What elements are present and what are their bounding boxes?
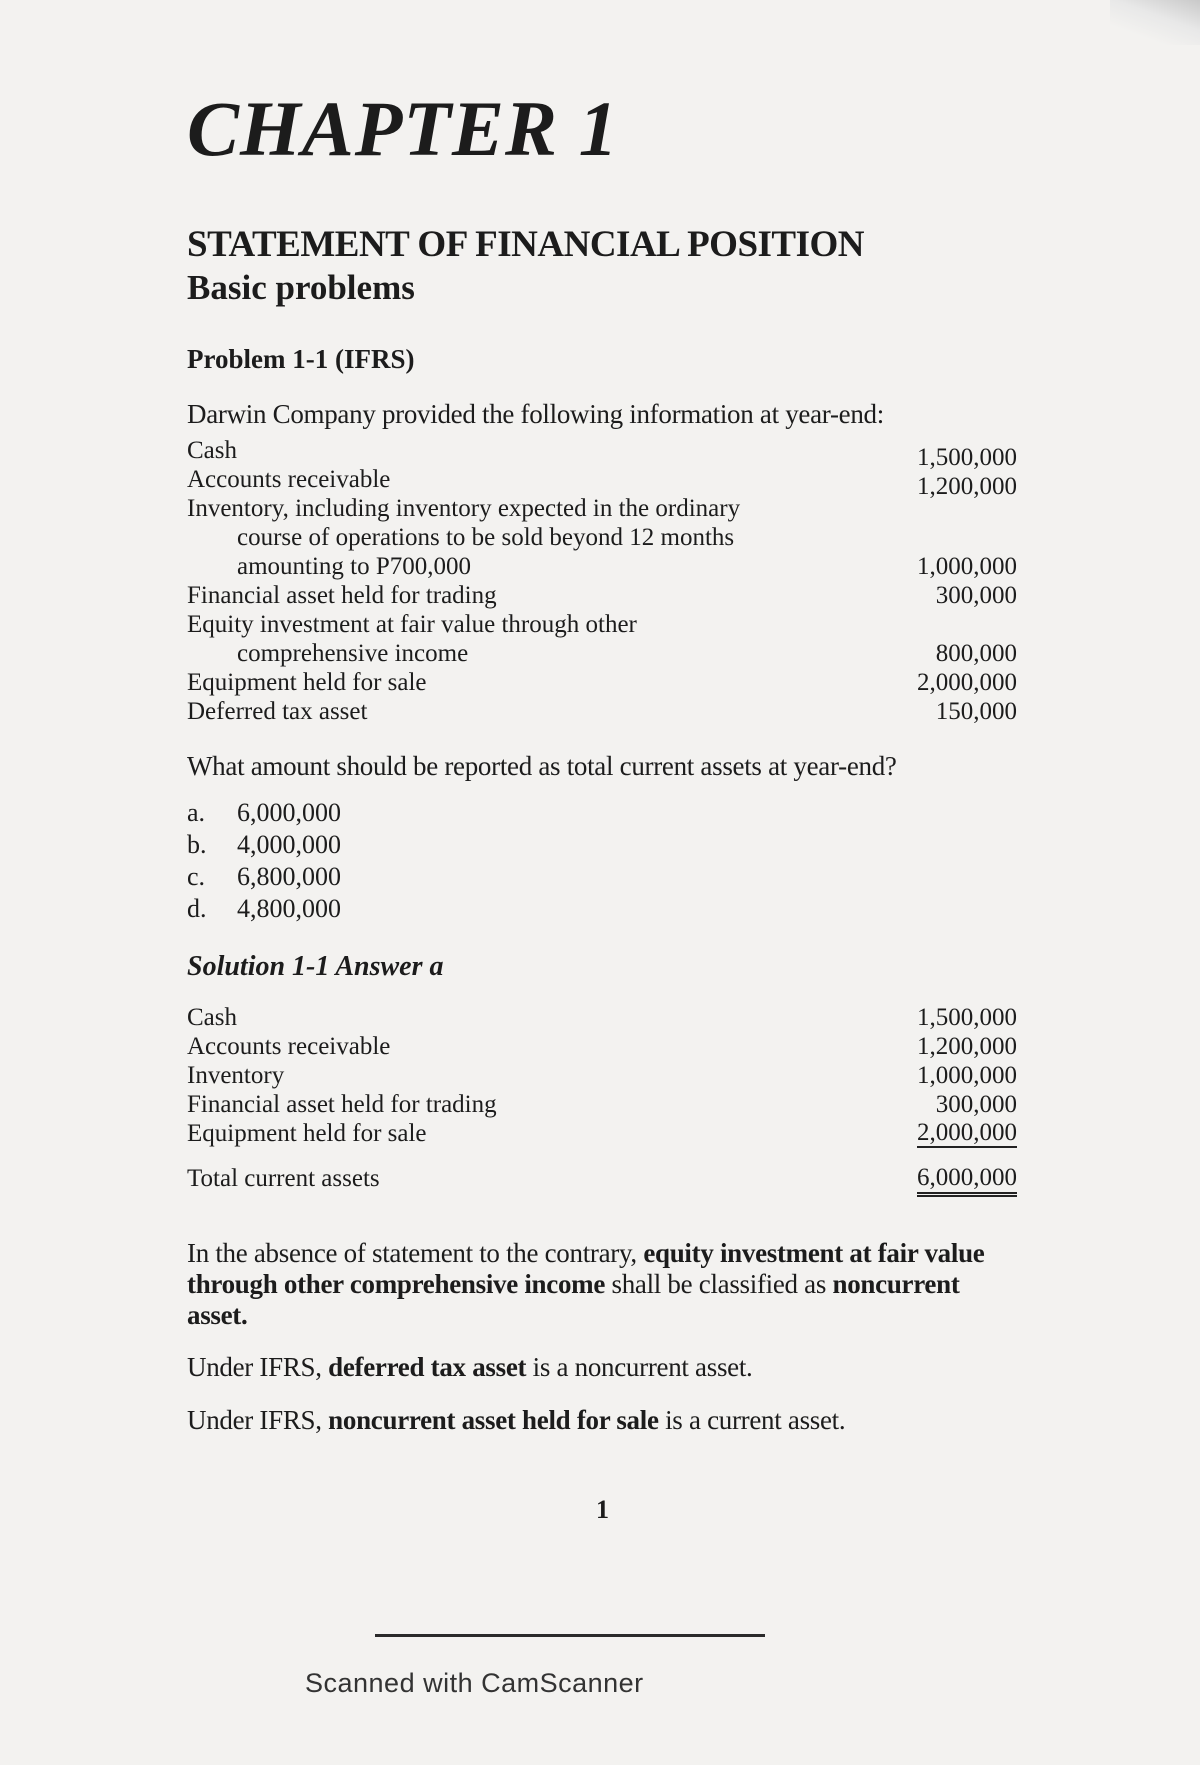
item-row — [187, 697, 1017, 726]
choice-value: 4,000,000 — [237, 830, 341, 859]
item-amount: 1,500,000 — [917, 444, 1017, 471]
item-row — [187, 581, 1017, 610]
solution-note-equity — [187, 1238, 1017, 1331]
solution-row — [187, 1061, 1017, 1090]
solution-note-deferred-tax — [187, 1352, 1017, 1383]
item-amount: 2,000,000 — [917, 669, 1017, 696]
section-title: STATEMENT OF FINANCIAL POSITION — [187, 224, 865, 265]
item-row — [187, 610, 1017, 668]
choice-value: 4,800,000 — [237, 894, 341, 923]
choice-value: 6,000,000 — [237, 798, 341, 827]
item-label: Equity investment at fair value through other — [187, 611, 637, 638]
solution-row — [187, 1090, 1017, 1119]
solution-row — [187, 1003, 1017, 1032]
item-amount: 1,000,000 — [917, 553, 1017, 580]
chapter-title: CHAPTER 1 — [187, 85, 619, 172]
solution-amount: 1,000,000 — [917, 1062, 1017, 1089]
scanner-watermark: Scanned with CamScanner — [305, 1668, 644, 1698]
solution-note-held-for-sale — [187, 1405, 1017, 1436]
problem-title: Problem 1-1 (IFRS) — [187, 344, 415, 374]
item-label: Equipment held for sale — [187, 669, 427, 696]
choice-letter: a. — [187, 798, 206, 827]
choice-item — [187, 861, 341, 893]
page-corner-shadow — [1110, 0, 1200, 45]
problem-items-table — [187, 436, 1017, 726]
solution-total-row — [187, 1164, 1017, 1194]
item-label-continued: comprehensive income — [237, 640, 469, 667]
item-label: Financial asset held for trading — [187, 582, 497, 609]
item-row — [187, 436, 1017, 471]
item-row — [187, 465, 1017, 500]
item-label: Deferred tax asset — [187, 698, 368, 725]
scan-divider — [375, 1634, 765, 1637]
note-text: Under IFRS, — [187, 1405, 329, 1435]
choice-letter: c. — [187, 862, 206, 891]
choice-letter: d. — [187, 894, 207, 923]
note-emphasis: noncurrent asset. — [187, 1269, 960, 1330]
solution-label: Financial asset held for trading — [187, 1091, 497, 1118]
note-text: Under IFRS, — [187, 1352, 329, 1382]
note-text: is a current asset. — [658, 1405, 846, 1435]
solution-amount: 1,500,000 — [917, 1004, 1017, 1031]
item-amount: 300,000 — [935, 582, 1017, 609]
item-label-continued: course of operations to be sold beyond 12 months — [237, 524, 735, 551]
note-text: is a noncurrent asset. — [526, 1352, 753, 1382]
note-emphasis: noncurrent asset held for sale — [328, 1405, 659, 1435]
problem-question: What amount should be reported as total current assets at year-end? — [187, 751, 897, 781]
answer-choices — [187, 797, 341, 925]
item-amount: 1,200,000 — [917, 473, 1017, 500]
section-subtitle: Basic problems — [187, 268, 415, 307]
solution-label: Accounts receivable — [187, 1033, 391, 1060]
choice-letter: b. — [187, 830, 207, 859]
solution-table — [187, 1003, 1017, 1194]
note-text: shall be classified as — [605, 1269, 833, 1299]
solution-amount: 1,200,000 — [917, 1033, 1017, 1060]
solution-row — [187, 1119, 1017, 1148]
item-amount: 150,000 — [935, 698, 1017, 725]
page-number: 1 — [596, 1495, 609, 1524]
item-label: Accounts receivable — [187, 466, 391, 493]
solution-label: Inventory — [187, 1062, 285, 1089]
solution-total-label: Total current assets — [187, 1165, 380, 1192]
item-label: Cash — [187, 437, 237, 464]
solution-amount: 300,000 — [935, 1091, 1017, 1118]
choice-item — [187, 829, 341, 861]
note-emphasis: equity investment at fair value through other comprehensive income — [187, 1238, 985, 1299]
choice-value: 6,800,000 — [237, 862, 341, 891]
item-amount: 800,000 — [935, 640, 1017, 667]
choice-item — [187, 797, 341, 829]
solution-label: Equipment held for sale — [187, 1120, 427, 1147]
item-label: Inventory, including inventory expected in the ordinary — [187, 495, 741, 522]
solution-amount: 2,000,000 — [917, 1119, 1017, 1146]
note-text: In the absence of statement to the contrary, — [187, 1238, 644, 1268]
solution-label: Cash — [187, 1004, 237, 1031]
item-row — [187, 668, 1017, 697]
note-emphasis: deferred tax asset — [328, 1352, 527, 1382]
solution-title: Solution 1-1 Answer a — [187, 951, 444, 982]
item-row — [187, 494, 1017, 581]
solution-row — [187, 1032, 1017, 1061]
problem-intro: Darwin Company provided the following information at year-end: — [187, 399, 884, 429]
item-label-continued: amounting to P700,000 — [237, 553, 472, 580]
choice-item — [187, 893, 341, 925]
solution-total-amount: 6,000,000 — [917, 1164, 1017, 1197]
